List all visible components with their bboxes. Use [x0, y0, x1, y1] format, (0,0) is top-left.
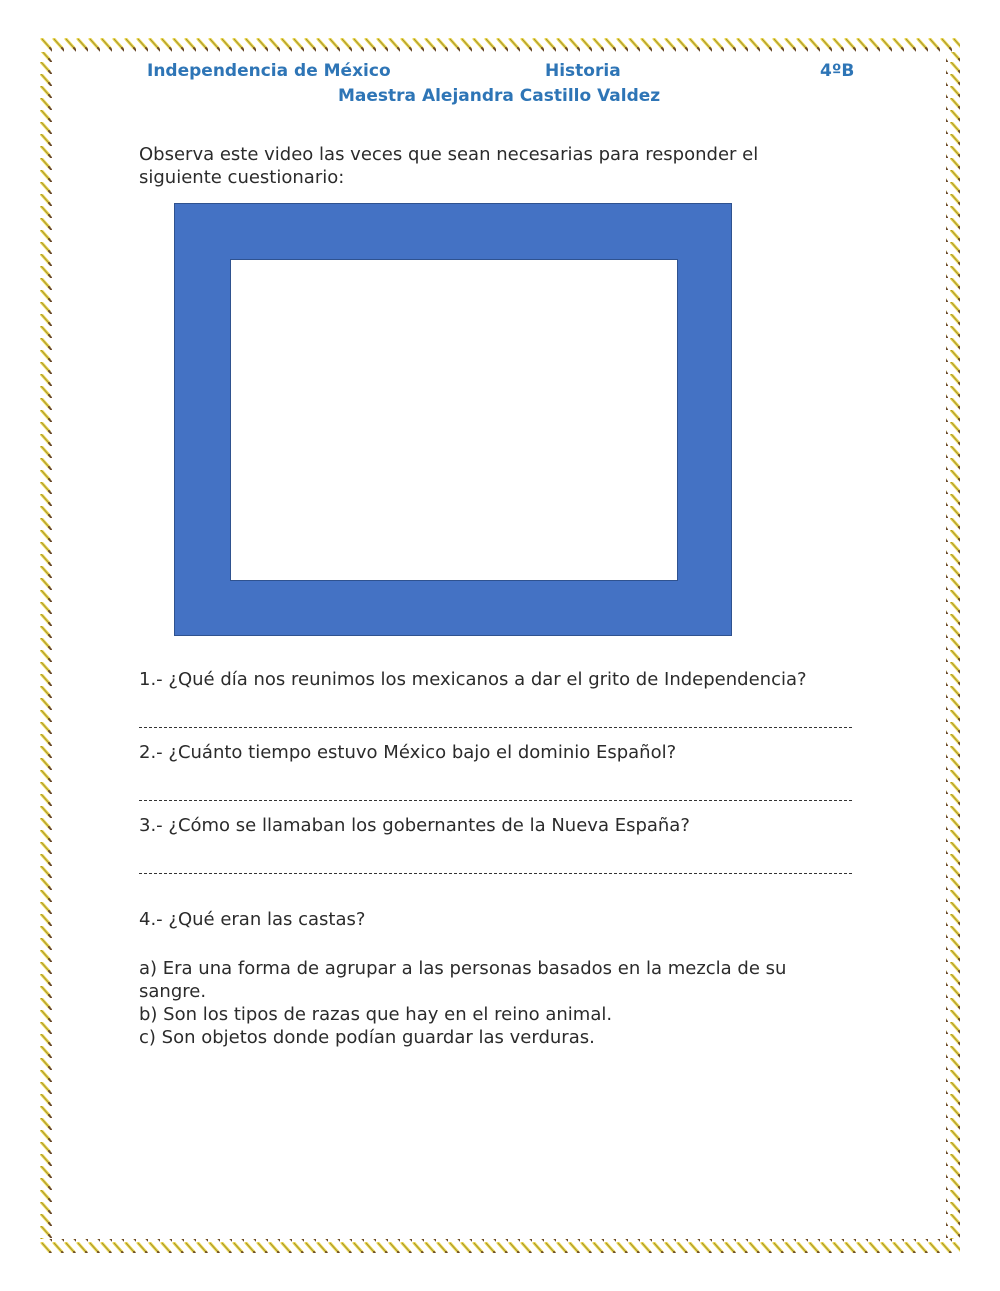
option-b[interactable]: b) Son los tipos de razas que hay en el reino animal.: [139, 1004, 613, 1025]
answer-line-1[interactable]: [139, 727, 852, 728]
answer-line-3[interactable]: [139, 873, 852, 874]
question-4: 4.- ¿Qué eran las castas?: [139, 909, 366, 930]
video-placeholder[interactable]: [174, 203, 732, 636]
header-topic: Independencia de México: [147, 61, 391, 81]
question-3: 3.- ¿Cómo se llamaban los gobernantes de la Nueva España?: [139, 815, 690, 836]
header-grade: 4ºB: [820, 61, 855, 81]
question-2: 2.- ¿Cuánto tiempo estuvo México bajo el dominio Español?: [139, 742, 677, 763]
answer-line-2[interactable]: [139, 800, 852, 801]
option-a[interactable]: a) Era una forma de agrupar a las personas basados en la mezcla de su sangre.: [139, 958, 787, 1002]
option-c[interactable]: c) Son objetos donde podían guardar las verduras.: [139, 1027, 595, 1048]
question-4-options: [139, 957, 839, 1049]
header-subject: Historia: [545, 61, 621, 81]
header-teacher: Maestra Alejandra Castillo Valdez: [338, 86, 661, 106]
question-1: 1.- ¿Qué día nos reunimos los mexicanos a dar el grito de Independencia?: [139, 669, 807, 690]
video-screen[interactable]: [230, 259, 678, 581]
intro-instructions: Observa este video las veces que sean necesarias para responder el siguiente cuestionario:: [139, 144, 759, 188]
